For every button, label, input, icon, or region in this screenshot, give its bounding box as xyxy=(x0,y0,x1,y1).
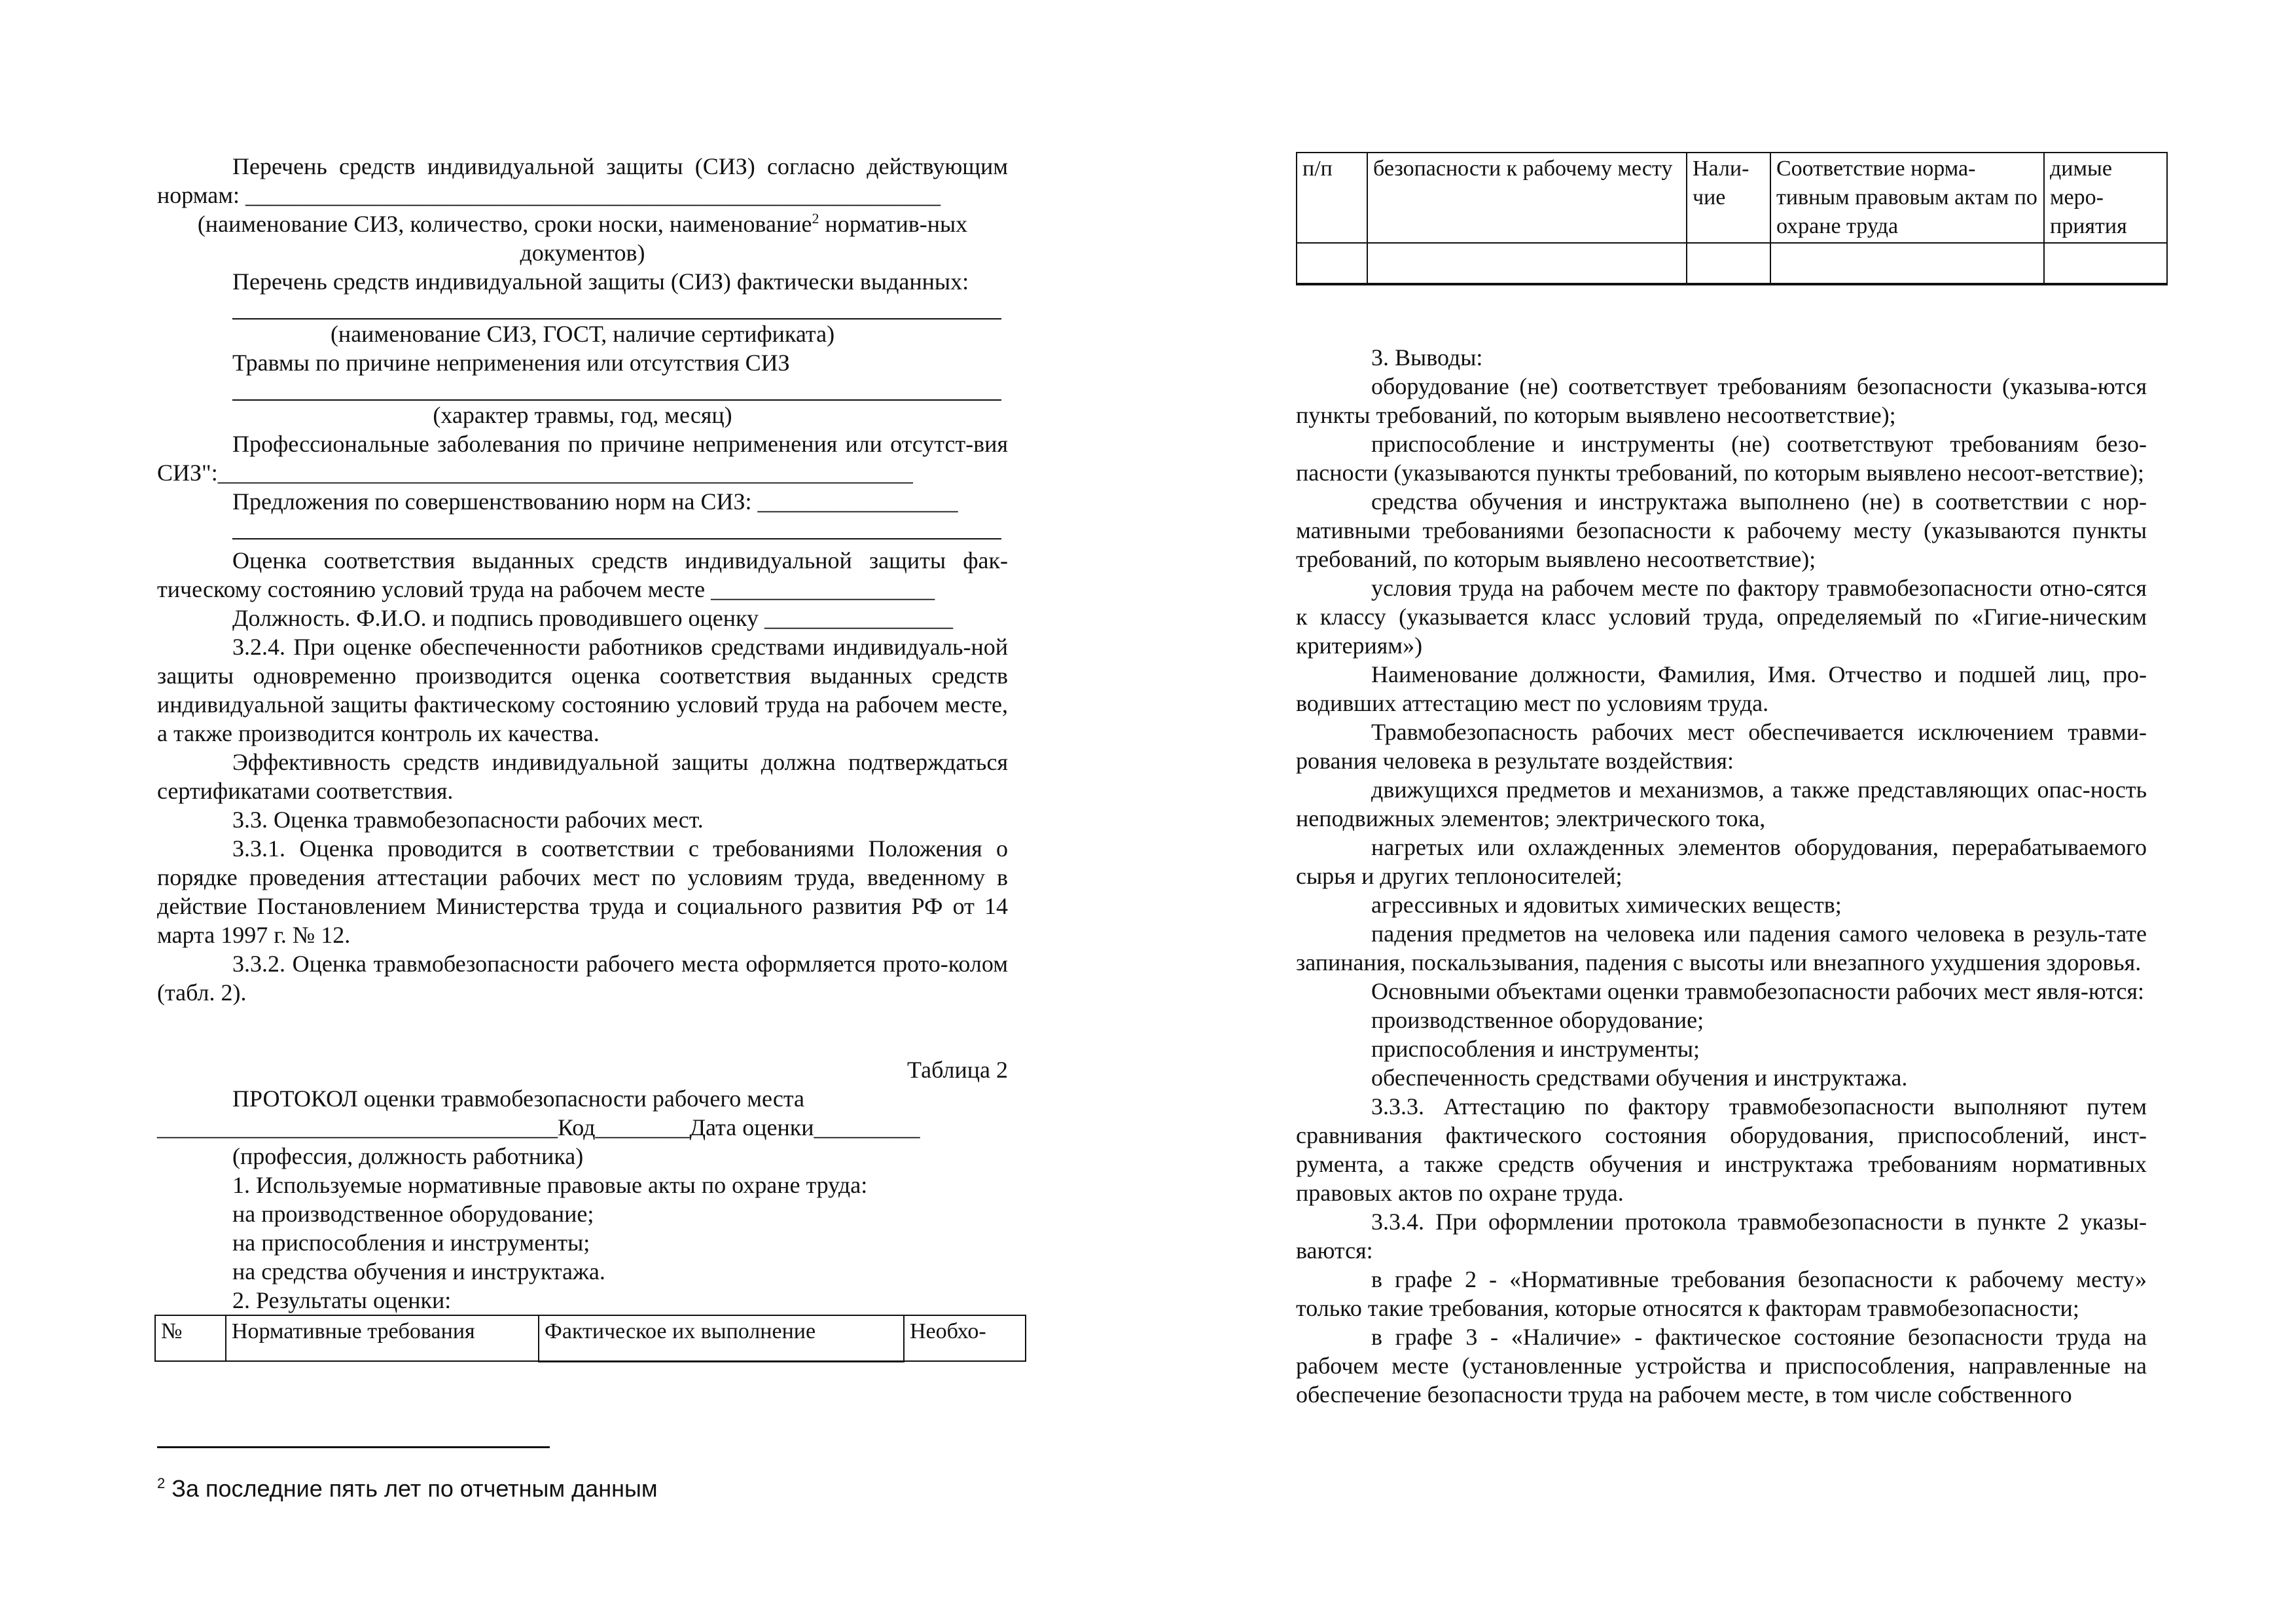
table-header-cell: Соответствие норма-тивным правовым актам по охране труда xyxy=(1770,153,2044,243)
table-row xyxy=(1297,243,2167,284)
left-page xyxy=(157,152,1008,1503)
table-cell xyxy=(1367,243,1687,284)
footnote-text: За последние пять лет по отчетным данным xyxy=(165,1474,658,1502)
ppe-issued-paragraph: Перечень средств индивидуальной защиты (СИЗ) фактически выданных: xyxy=(232,268,969,295)
footnote-number: 2 xyxy=(157,1474,166,1491)
injuries-paragraph: Травмы по причине неприменения или отсутствия СИЗ xyxy=(232,350,790,376)
section-3-2-4: 3.2.4. При оценке обеспеченности работников средствами индивидуаль-ной защиты одновременно производится оценка соответствия выданных средств индивидуальной защиты фактическому состоянию условий труда на рабочем месте, а также производится контроль их качества. xyxy=(157,634,1008,746)
occupational-diseases-paragraph: Профессиональные заболевания по причине неприменения или отсутст-вия СИЗ":___________________________________________________________ xyxy=(157,431,1008,486)
injury-safety-paragraph: Травмобезопасность рабочих мест обеспечивается исключением травми-рования человека в результате воздействия: xyxy=(1296,719,2147,774)
results-table-continued xyxy=(1296,152,2168,285)
section-3-3-2: 3.3.2. Оценка травмобезопасности рабочего места оформляется прото-колом (табл. 2). xyxy=(157,951,1008,1006)
ppe-issued-caption: (наименование СИЗ, ГОСТ, наличие сертификата) xyxy=(330,321,835,347)
protocol-title: ПРОТОКОЛ оценки травмобезопасности рабочего места xyxy=(232,1085,805,1112)
protocol-fields-line: __________________________________Код________Дата оценки_________ xyxy=(157,1114,920,1140)
list-item: на приспособления и инструменты; xyxy=(232,1230,590,1256)
object-item: производственное оборудование; xyxy=(1371,1007,1704,1033)
position-signature-paragraph: Должность. Ф.И.О. и подпись проводившего оценку ________________ xyxy=(232,605,954,631)
conclusions-heading: 3. Выводы: xyxy=(1371,344,1483,371)
fill-line xyxy=(232,516,1001,539)
ppe-norms-caption-text: (наименование СИЗ, количество, сроки носки, наименование xyxy=(197,211,812,237)
list-item: 1. Используемые нормативные правовые акты по охране труда: xyxy=(232,1172,868,1198)
section-3-3-1: 3.3.1. Оценка проводится в соответствии с требованиями Положения о порядке проведения аттестации рабочих мест по условиям труда, введенному в действие Постановлением Министерства труда и социального развития РФ от 14 марта 1997 г. № 12. xyxy=(157,835,1008,948)
table-cell xyxy=(1770,243,2044,284)
conclusion-item: приспособление и инструменты (не) соответствуют требованиям безо-пасности (указываются пункты требований, по которым выявлено несоот-ветствие); xyxy=(1296,431,2147,486)
table-header-cell: димые меро-приятия xyxy=(2044,153,2167,243)
ppe-norms-paragraph: Перечень средств индивидуальной защиты (СИЗ) согласно действующим нормам: ___________________________________________________________ xyxy=(157,153,1008,208)
table-cell xyxy=(1297,243,1367,284)
list-item: 2. Результаты оценки: xyxy=(232,1287,452,1313)
protocol-subcaption: (профессия, должность работника) xyxy=(232,1143,584,1169)
table-cell xyxy=(2044,243,2167,284)
table-cell xyxy=(1687,243,1770,284)
table-header-cell: Нали-чие xyxy=(1687,153,1770,243)
footnote xyxy=(157,1474,1008,1503)
footnote-divider xyxy=(157,1446,550,1448)
hazard-item: нагретых или охлажденных элементов оборудования, перерабатываемого сырья и других теплоносителей; xyxy=(1296,834,2147,889)
hazard-item: падения предметов на человека или падения самого человека в резуль-тате запинания, поскальзывания, падения с высоты или внезапного ухудшения здоровья. xyxy=(1296,921,2147,976)
conclusion-item: оборудование (не) соответствует требованиям безопасности (указыва-ются пункты требований, по которым выявлено несоответствие); xyxy=(1296,373,2147,428)
right-page xyxy=(1296,152,2147,1409)
table-header-cell: Фактическое их выполнение xyxy=(539,1315,904,1361)
table-header-cell: № xyxy=(155,1315,226,1361)
object-item: приспособления и инструменты; xyxy=(1371,1036,1700,1062)
column-3-paragraph: в графе 3 - «Наличие» - фактическое состояние безопасности труда на рабочем месте (установленные устройства и приспособления, направленные на обеспечение безопасности труда на рабочем месте, в том числе собственного xyxy=(1296,1324,2147,1408)
signatories-paragraph: Наименование должности, Фамилия, Имя. Отчество и подшей лиц, про-водивших аттестацию мест по условиям труда. xyxy=(1296,661,2147,716)
column-2-paragraph: в графе 2 - «Нормативные требования безопасности к рабочему месту» только такие требования, которые относятся к факторам травмобезопасности; xyxy=(1296,1266,2147,1321)
hazard-item: движущихся предметов и механизмов, а также представляющих опас-ность неподвижных элементов; электрического тока, xyxy=(1296,776,2147,831)
footnote-ref: 2 xyxy=(812,210,819,227)
ppe-norms-caption xyxy=(157,210,1008,267)
injuries-caption: (характер травмы, год, месяц) xyxy=(433,402,732,428)
object-item: обеспеченность средствами обучения и инструктажа. xyxy=(1371,1065,1908,1091)
list-item: на средства обучения и инструктажа. xyxy=(232,1258,605,1285)
section-3-3-heading: 3.3. Оценка травмобезопасности рабочих мест. xyxy=(232,807,704,833)
section-3-3-4: 3.3.4. При оформлении протокола травмобезопасности в пункте 2 указы-ваются: xyxy=(1296,1209,2147,1264)
proposals-paragraph: Предложения по совершенствованию норм на СИЗ: _________________ xyxy=(232,488,958,515)
table-header-cell: п/п xyxy=(1297,153,1367,243)
fill-line xyxy=(232,377,1001,401)
table-header-cell: безопасности к рабочему месту xyxy=(1367,153,1687,243)
section-3-3-3: 3.3.3. Аттестацию по фактору травмобезопасности выполняют путем сравнивания фактического состояния оборудования, приспособлений, инст-румента, а также средств обучения и инструктажа требованиям нормативных правовых актов по охране труда. xyxy=(1296,1093,2147,1206)
table-row xyxy=(1297,153,2167,243)
ppe-norms-caption-text-end: норматив-ных документов) xyxy=(520,211,968,266)
hazard-item: агрессивных и ядовитых химических веществ; xyxy=(1371,892,1842,918)
conclusion-item: условия труда на рабочем месте по фактору травмобезопасности отно-сятся к классу (указывается класс условий труда, определяемый по «Гигие-ническим критериям») xyxy=(1296,575,2147,659)
table-header-cell: Нормативные требования xyxy=(226,1315,539,1361)
conclusion-item: средства обучения и инструктажа выполнено (не) в соответствии с нор-мативными требованиями безопасности к рабочему месту (указываются пункты требований, по которым выявлено несоответствие); xyxy=(1296,488,2147,572)
list-item: на производственное оборудование; xyxy=(232,1201,594,1227)
effectiveness-paragraph: Эффективность средств индивидуальной защиты должна подтверждаться сертификатами соответствия. xyxy=(157,749,1008,804)
fill-line xyxy=(232,296,1001,319)
conformity-paragraph: Оценка соответствия выданных средств индивидуальной защиты фак-тическому состоянию условий труда на рабочем месте ___________________ xyxy=(157,547,1008,602)
table-row xyxy=(155,1315,1026,1361)
results-table-header xyxy=(154,1315,1026,1362)
table-header-cell: Необхо- xyxy=(904,1315,1026,1361)
objects-paragraph: Основными объектами оценки травмобезопасности рабочих мест явля-ются: xyxy=(1371,978,2145,1004)
table-label: Таблица 2 xyxy=(907,1057,1008,1083)
